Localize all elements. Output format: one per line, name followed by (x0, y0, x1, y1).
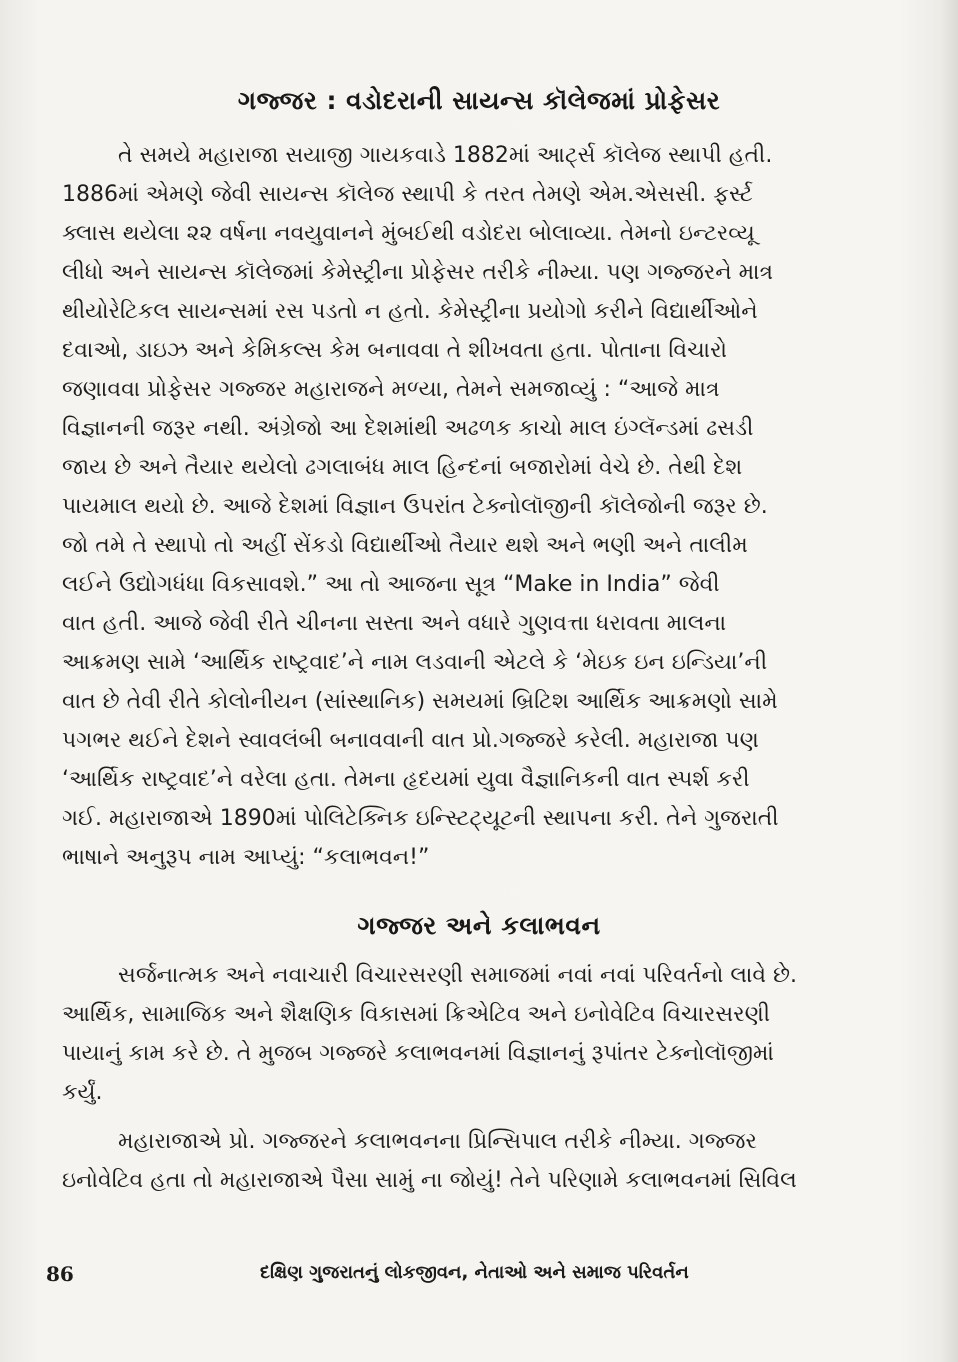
paragraph-line: ગઈ. મહારાજાએ 1890માં પોલિટેક્નિક ઇન્સ્ટિટ્યૂટની સ્થાપના કરી. તેને ગુજરાતી (62, 806, 779, 831)
section-heading-gajjar-professor: ગજ્જર : વડોદરાની સાયન્સ કૉલેજમાં પ્રોફેસર (237, 86, 721, 115)
paragraph-line: પગભર થઈને દેશને સ્વાવલંબી બનાવવાની વાત પ્રો.ગજ્જરે કરેલી. મહારાજા પણ (62, 728, 759, 753)
paragraph-line: ભાષાને અનુરૂપ નામ આપ્યું: “કલાભવન!” (62, 845, 430, 870)
page-number: 86 (46, 1262, 74, 1286)
paragraph-line: પાયમાલ થયો છે. આજે દેશમાં વિજ્ઞાન ઉપરાંત ટેક્નોલૉજીની કૉલેજોની જરૂર છે. (62, 494, 768, 519)
paragraph-line: જણાવવા પ્રોફેસર ગજ્જર મહારાજને મળ્યા, તેમને સમજાવ્યું : “આજે માત્ર (62, 377, 720, 402)
section-heading-gajjar-kalabhavan: ગજ્જર અને કલાભવન (357, 911, 601, 940)
paragraph-line: દવાઓ, ડાઇઝ અને કેમિકલ્સ કેમ બનાવવા તે શીખવતા હતા. પોતાના વિચારો (62, 338, 727, 363)
page-footer (46, 1262, 746, 1292)
running-title: દક્ષિણ ગુજરાતનું લોકજીવન, નેતાઓ અને સમાજ પરિવર્તન (260, 1262, 689, 1283)
paragraph-line: 1886માં એમણે જેવી સાયન્સ કૉલેજ સ્થાપી કે તરત તેમણે એમ.એસસી. ફર્સ્ટ (62, 182, 753, 207)
paragraph-line: વાત છે તેવી રીતે કોલોનીયન (સાંસ્થાનિક) સમયમાં બ્રિટિશ આર્થિક આક્રમણો સામે (62, 689, 778, 714)
paragraph-line: થીયોરેટિકલ સાયન્સમાં રસ પડતો ન હતો. કેમેસ્ટ્રીના પ્રયોગો કરીને વિદ્યાર્થીઓને (62, 299, 758, 324)
paragraph-line: ઇનોવેટિવ હતા તો મહારાજાએ પૈસા સામું ના જોયું! તેને પરિણામે કલાભવનમાં સિવિલ (62, 1168, 797, 1193)
paragraph-line: જો તમે તે સ્થાપો તો અહીં સેંકડો વિદ્યાર્થીઓ તૈયાર થશે અને ભણી અને તાલીમ (62, 533, 748, 558)
paragraph-line: લીધો અને સાયન્સ કૉલેજમાં કેમેસ્ટ્રીના પ્રોફેસર તરીકે નીમ્યા. પણ ગજ્જરને માત્ર (62, 260, 774, 285)
page-edge-shadow (940, 0, 958, 1362)
paragraph-line: આર્થિક, સામાજિક અને શૈક્ષણિક વિકાસમાં ક્રિએટિવ અને ઇનોવેટિવ વિચારસરણી (62, 1002, 771, 1027)
paragraph-line: જાય છે અને તૈયાર થયેલો ઢગલાબંધ માલ હિન્દનાં બજારોમાં વેચે છે. તેથી દેશ (62, 455, 743, 480)
paragraph-line: લઈને ઉદ્યોગધંધા વિકસાવશે.” આ તો આજના સૂત્ર “Make in India” જેવી (62, 572, 720, 597)
paragraph-line: કર્યું. (62, 1080, 103, 1105)
paragraph-line: ‘આર્થિક રાષ્ટ્રવાદ’ને વરેલા હતા. તેમના હૃદયમાં યુવા વૈજ્ઞાનિકની વાત સ્પર્શ કરી (62, 767, 750, 792)
paragraph-line: આક્રમણ સામે ‘આર્થિક રાષ્ટ્રવાદ’ને નામ લડવાની એટલે કે ‘મેઇક ઇન ઇન્ડિયા’ની (62, 650, 768, 675)
paragraph-line: વાત હતી. આજે જેવી રીતે ચીનના સસ્તા અને વધારે ગુણવત્તા ધરાવતા માલના (62, 611, 727, 636)
paragraph-line: મહારાજાએ પ્રો. ગજ્જરને કલાભવનના પ્રિન્સિપાલ તરીકે નીમ્યા. ગજ્જર (118, 1129, 757, 1154)
paragraph-line: સર્જનાત્મક અને નવાચારી વિચારસરણી સમાજમાં નવાં નવાં પરિવર્તનો લાવે છે. (118, 963, 798, 988)
paragraph-line: ક્લાસ થયેલા ૨૨ વર્ષના નવયુવાનને મુંબઈથી વડોદરા બોલાવ્યા. તેમનો ઇન્ટરવ્યૂ (62, 221, 755, 246)
paragraph-line: તે સમયે મહારાજા સયાજી ગાયકવાડે 1882માં આર્ટ્સ કૉલેજ સ્થાપી હતી. (118, 143, 773, 168)
paragraph-line: પાયાનું કામ કરે છે. તે મુજબ ગજ્જરે કલાભવનમાં વિજ્ઞાનનું રૂપાંતર ટેક્નોલૉજીમાં (62, 1041, 774, 1066)
paragraph-line: વિજ્ઞાનની જરૂર નથી. અંગ્રેજો આ દેશમાંથી અઢળક કાચો માલ ઇંગ્લૅન્ડમાં ઢસડી (62, 416, 754, 441)
